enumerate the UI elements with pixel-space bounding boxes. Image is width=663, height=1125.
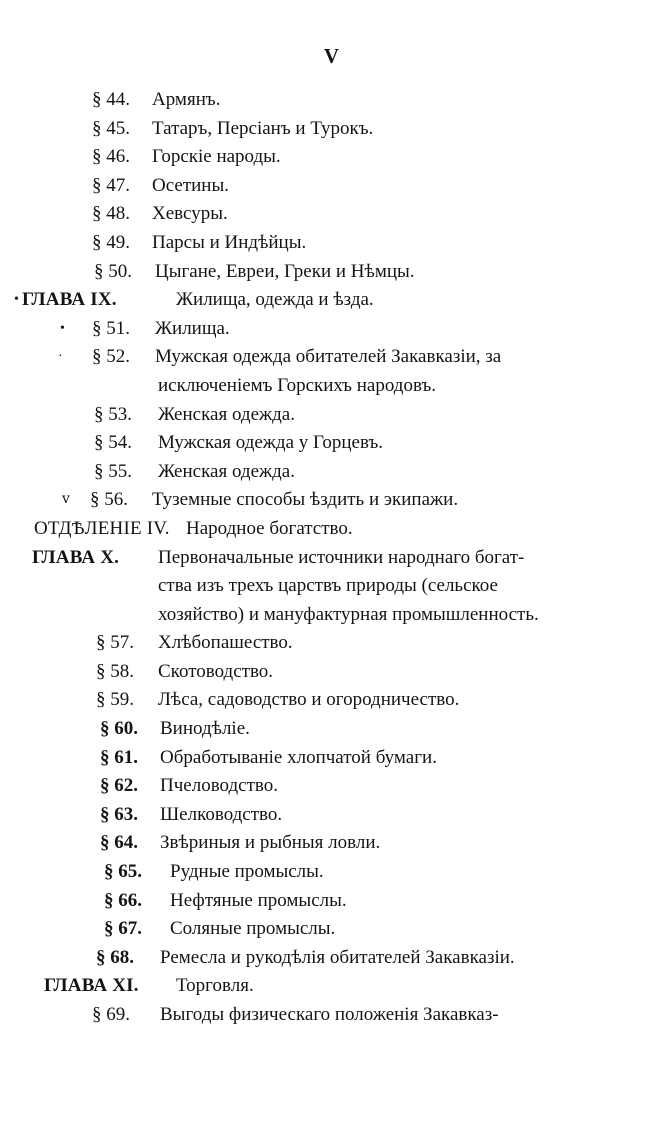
toc-entry-68 bbox=[0, 944, 663, 973]
toc-entry-45 bbox=[0, 115, 663, 144]
section-title: Жилища. bbox=[155, 317, 230, 339]
toc-entry-49 bbox=[0, 229, 663, 258]
section-title: Осетины. bbox=[152, 174, 229, 196]
section-title: Татаръ, Персiанъ и Турокъ. bbox=[152, 117, 374, 139]
section-number: § 55. bbox=[94, 460, 132, 482]
section-number: § 62. bbox=[100, 775, 138, 797]
toc-entry-69 bbox=[0, 1001, 663, 1030]
table-of-contents bbox=[0, 86, 663, 1030]
section-title: Рудные промыслы. bbox=[170, 861, 324, 883]
toc-entry-56 bbox=[0, 486, 663, 515]
section-title: Пчеловодство. bbox=[160, 775, 278, 797]
margin-mark: • bbox=[14, 292, 19, 308]
page-folio: V bbox=[323, 44, 340, 68]
section-number: § 45. bbox=[92, 117, 130, 139]
section-title: Туземные способы ѣздить и экипажи. bbox=[152, 489, 459, 511]
chapter-label: ГЛАВА X. bbox=[32, 546, 120, 568]
section-title: Соляные промыслы. bbox=[170, 918, 336, 940]
toc-entry-53 bbox=[0, 401, 663, 430]
section-number: § 48. bbox=[92, 203, 130, 225]
margin-mark: ⅴ bbox=[62, 492, 70, 508]
chapter-label: ГЛАВА XI. bbox=[44, 975, 139, 997]
section-number: § 51. bbox=[92, 317, 130, 339]
toc-entry-52 bbox=[0, 343, 663, 372]
toc-chapter-10-continuation-1 bbox=[0, 572, 663, 601]
section-number: § 46. bbox=[92, 146, 130, 168]
toc-entry-50 bbox=[0, 258, 663, 287]
section-number: § 49. bbox=[92, 231, 130, 253]
chapter-title: Жилища, одежда и ѣзда. bbox=[176, 289, 374, 311]
chapter-title: Торговля. bbox=[176, 975, 254, 997]
section-title: Горскiе народы. bbox=[152, 146, 281, 168]
section-title: Обработыванiе хлопчатой бумаги. bbox=[160, 746, 437, 768]
section-title: Мужская одежда обитателей Закавказiи, за bbox=[155, 346, 502, 368]
section-number: § 54. bbox=[94, 432, 132, 454]
toc-entry-54 bbox=[0, 429, 663, 458]
section-title: Винодѣлiе. bbox=[160, 718, 250, 740]
toc-entry-47 bbox=[0, 172, 663, 201]
section-title: Хевсуры. bbox=[152, 203, 228, 225]
section-number: § 47. bbox=[92, 174, 130, 196]
section-number: § 63. bbox=[100, 803, 138, 825]
toc-entry-46 bbox=[0, 143, 663, 172]
section-title: Выгоды физическаго положенiя Закавказ- bbox=[160, 1004, 499, 1025]
chapter-title-continuation: хозяйство) и мануфактурная промышленность. bbox=[158, 603, 539, 625]
section-number: § 53. bbox=[94, 403, 132, 425]
toc-entry-59 bbox=[0, 686, 663, 715]
section-number: § 65. bbox=[104, 861, 142, 883]
toc-chapter-10 bbox=[0, 544, 663, 573]
toc-chapter-11 bbox=[0, 972, 663, 1001]
section-number: § 66. bbox=[104, 889, 142, 911]
section-number: § 52. bbox=[92, 346, 130, 368]
section-number: § 60. bbox=[100, 718, 138, 740]
toc-entry-63 bbox=[0, 801, 663, 830]
toc-entry-61 bbox=[0, 744, 663, 773]
chapter-title-continuation: ства изъ трехъ царствъ природы (сельское bbox=[158, 575, 498, 597]
section-number: § 64. bbox=[100, 832, 138, 854]
toc-entry-57 bbox=[0, 629, 663, 658]
toc-department-4 bbox=[0, 515, 663, 544]
toc-entry-48 bbox=[0, 200, 663, 229]
toc-entry-65 bbox=[0, 858, 663, 887]
margin-mark: • bbox=[60, 320, 65, 336]
toc-chapter-10-continuation-2 bbox=[0, 601, 663, 630]
toc-entry-52-continuation bbox=[0, 372, 663, 401]
section-number: § 59. bbox=[96, 689, 134, 711]
section-title: Звѣриныя и рыбныя ловли. bbox=[160, 832, 381, 854]
section-title: Парсы и Индѣйцы. bbox=[152, 231, 307, 253]
section-title: Женская одежда. bbox=[158, 460, 295, 482]
section-number: § 68. bbox=[96, 946, 134, 968]
toc-entry-51 bbox=[0, 315, 663, 344]
margin-mark: · bbox=[58, 349, 63, 365]
section-number: § 69. bbox=[92, 1004, 130, 1025]
toc-entry-55 bbox=[0, 458, 663, 487]
section-title: Мужская одежда у Горцевъ. bbox=[158, 432, 384, 454]
toc-entry-62 bbox=[0, 772, 663, 801]
section-title: Цыгане, Евреи, Греки и Нѣмцы. bbox=[155, 260, 415, 282]
section-title: Скотоводство. bbox=[158, 660, 274, 682]
department-label: ОТДѢЛЕНIЕ IV. bbox=[34, 517, 170, 539]
section-title: Армянъ. bbox=[152, 89, 221, 110]
section-title: Женская одежда. bbox=[158, 403, 295, 425]
toc-entry-44 bbox=[0, 86, 663, 115]
section-title-continuation: исключенiемъ Горскихъ народовъ. bbox=[158, 374, 437, 396]
toc-entry-60 bbox=[0, 715, 663, 744]
section-title: Нефтяные промыслы. bbox=[170, 889, 347, 911]
section-title: Ремесла и рукодѣлiя обитателей Закавказiи. bbox=[160, 946, 515, 968]
toc-entry-66 bbox=[0, 887, 663, 916]
toc-entry-58 bbox=[0, 658, 663, 687]
section-title: Лѣса, садоводство и огородничество. bbox=[158, 689, 460, 711]
section-number: § 57. bbox=[96, 632, 134, 654]
toc-entry-67 bbox=[0, 915, 663, 944]
chapter-title: Первоначальные источники народнаго богат- bbox=[158, 546, 525, 568]
toc-chapter-9 bbox=[0, 286, 663, 315]
toc-entry-64 bbox=[0, 829, 663, 858]
section-number: § 50. bbox=[94, 260, 132, 282]
department-title: Народное богатство. bbox=[186, 517, 353, 539]
section-number: § 44. bbox=[92, 89, 130, 110]
chapter-label: ГЛАВА IX. bbox=[22, 289, 117, 311]
section-number: § 61. bbox=[100, 746, 138, 768]
section-number: § 58. bbox=[96, 660, 134, 682]
section-number: § 56. bbox=[90, 489, 128, 511]
section-number: § 67. bbox=[104, 918, 142, 940]
section-title: Хлѣбопашество. bbox=[158, 632, 293, 654]
section-title: Шелководство. bbox=[160, 803, 283, 825]
